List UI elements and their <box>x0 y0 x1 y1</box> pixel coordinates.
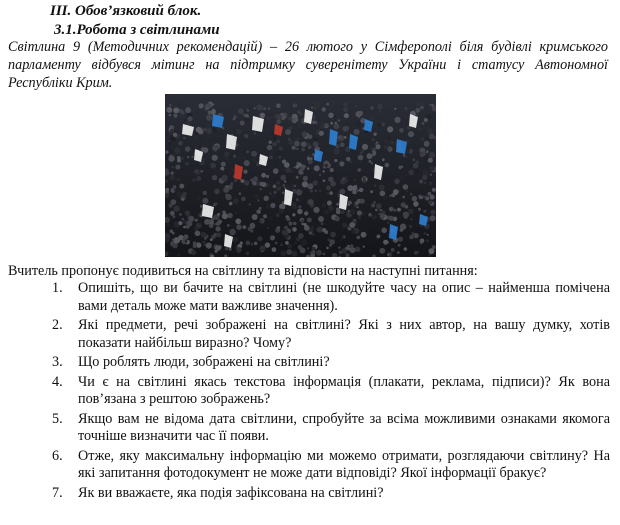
question-item <box>52 374 610 409</box>
questions-list <box>52 280 610 504</box>
question-text: Чи є на світлині якась текстова інформація (плакати, реклама, підписи)? Як вона пов’язана з рештою зображень? <box>78 373 610 407</box>
question-number: 7. <box>52 484 63 501</box>
section-heading <box>50 2 220 40</box>
question-item <box>52 411 610 446</box>
question-item <box>52 317 610 352</box>
question-item <box>52 448 610 483</box>
question-number: 5. <box>52 410 63 427</box>
question-text: Які предмети, речі зображені на світлині? Які з них автор, на вашу думку, хотів показати найбільш виразно? Чому? <box>78 317 610 351</box>
crowd-photo-image <box>165 94 436 257</box>
question-text: Якщо вам не відома дата світлини, спробуйте за всіма можливими ознаками якомога точніше визначити час її появи. <box>78 410 610 444</box>
question-number: 4. <box>52 373 63 390</box>
question-item <box>52 354 610 372</box>
question-number: 6. <box>52 447 63 464</box>
photo-caption: Світлина 9 (Методичних рекомендацій) – 26 лютого у Сімферополі біля будівлі кримського парламенту відбувся мітинг на підтримку суверенітету України і статусу Автономної Республіки Крим. <box>8 39 608 91</box>
section-title: ІІІ. Обов’язковий блок. <box>50 3 202 19</box>
question-text: Отже, яку максимальну інформацію ми можемо отримати, розглядаючи світлину? На які запитання фотодокумент не може дати відповіді? Якої інформації бракує? <box>78 447 610 481</box>
question-number: 1. <box>52 280 63 296</box>
question-item <box>52 485 610 503</box>
section-subtitle: 3.1.Робота з світлинами <box>54 22 220 38</box>
question-text: Опишіть, що ви бачите на світлині (не шкодуйте часу на опис – найменша помічена вами деталь може мати важливе значення). <box>78 280 610 314</box>
question-item <box>52 280 610 315</box>
crowd-photo <box>165 94 436 257</box>
intro-text: Вчитель пропонує подивиться на світлину та відповісти на наступні питання: <box>8 263 478 279</box>
question-text: Що роблять люди, зображені на світлині? <box>78 354 330 370</box>
question-text: Як ви вважаєте, яка подія зафіксована на світлині? <box>78 484 384 501</box>
question-number: 3. <box>52 354 63 370</box>
question-number: 2. <box>52 317 63 333</box>
